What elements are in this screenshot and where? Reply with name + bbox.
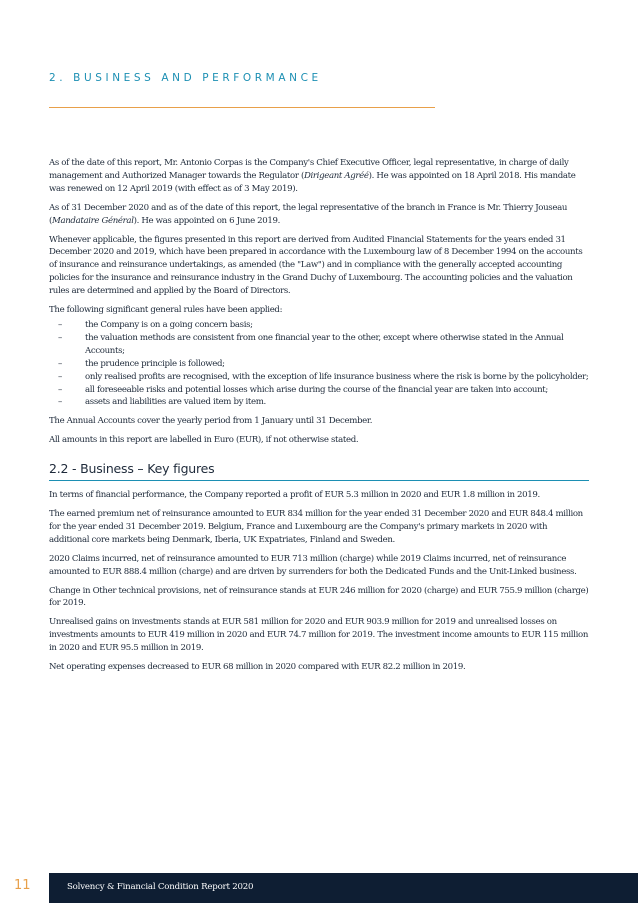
list-item: – all foreseeable risks and potential losses which arise during the course of the financial year are taken into account; [58,384,548,395]
paragraph-currency: All amounts in this report are labelled in Euro (EUR), if not otherwise stated. [49,435,359,446]
list-item: – the prudence principle is followed; [58,358,225,369]
general-rules-list [49,319,589,409]
paragraph-investments: Unrealised gains on investments stands at EUR 581 million for 2020 and EUR 903.9 million for 2019 and unrealised losses on investments amounts to EUR 419 million in 2020 and EUR 74.7 million for 2019. The investment income amounts to EUR 115 million in 2020 and EUR 95.5 million in 2019. [49,617,589,654]
paragraph-profit: In terms of financial performance, the Company reported a profit of EUR 5.3 million in 2020 and EUR 1.8 million in 2019. [49,490,540,501]
page-body [49,157,589,680]
page-footer [0,873,638,903]
paragraph-financial-statements: Whenever applicable, the figures presented in this report are derived from Audited Financial Statements for the years ended 31 December 2020 and 2019, which have been prepared in accordance with the Luxembourg law of 8 December 1994 on the accounts of insurance and reinsurance undertakings, as amended (the "Law") and in compliance with the generally accepted accounting policies for the insurance and reinsurance industry in the Grand Duchy of Luxembourg. The accounting policies and the valuation rules are determined and applied by the Board of Directors. [49,234,583,297]
list-item: – only realised profits are recognised, with the exception of life insurance business where the risk is borne by the policyholder; [58,371,589,382]
list-item: – the valuation methods are consistent from one financial year to the other, except where otherwise stated in the Annual Accounts; [58,332,564,356]
paragraph-operating-expenses: Net operating expenses decreased to EUR 68 million in 2020 compared with EUR 82.2 million in 2019. [49,662,466,673]
subsection-underline [49,480,589,481]
section-title-underline [49,107,435,108]
list-item: – assets and liabilities are valued item by item. [58,397,266,408]
subsection-title: 2.2 - Business – Key figures [49,461,215,477]
section-title: 2. BUSINESS AND PERFORMANCE [49,72,322,84]
paragraph-annual-period: The Annual Accounts cover the yearly period from 1 January until 31 December. [49,416,373,427]
list-item: – the Company is on a going concern basis; [58,319,253,330]
paragraph-branch-representative: As of 31 December 2020 and as of the date of this report, the legal representative of the branch in France is Mr. Thierry Jouseau (Mandataire Général). He was appointed on 6 June 2019. [49,202,568,226]
paragraph-ceo: As of the date of this report, Mr. Antonio Corpas is the Company's Chief Executive Officer, legal representative, in charge of daily management and Authorized Manager towards the Regulator (Dirigeant Agréé). He was appointed on 18 April 2018. His mandate was renewed on 12 April 2019 (with effect as of 3 May 2019). [49,158,576,194]
paragraph-technical-provisions: Change in Other technical provisions, net of reinsurance stands at EUR 246 million for 2020 (charge) and EUR 755.9 million (charge) for 2019. [49,585,589,609]
footer-bar [49,873,638,903]
footer-document-title: Solvency & Financial Condition Report 2020 [67,882,254,892]
paragraph-claims: 2020 Claims incurred, net of reinsurance amounted to EUR 713 million (charge) while 2019 Claims incurred, net of reinsurance amounted to EUR 888.4 million (charge) and are driven by surrenders for both the Dedicated Funds and the Unit-Linked business. [49,553,577,577]
page-number: 11 [14,878,31,893]
paragraph-earned-premium: The earned premium net of reinsurance amounted to EUR 834 million for the year ended 31 December 2020 and EUR 848.4 million for the year ended 31 December 2019. Belgium, France and Luxembourg are the Company's primary markets in 2020 with additional core markets being Denmark, Iberia, UK Expatriates, Finland and Sweden. [49,509,583,545]
paragraph-rules-intro: The following significant general rules have been applied: [49,305,283,316]
